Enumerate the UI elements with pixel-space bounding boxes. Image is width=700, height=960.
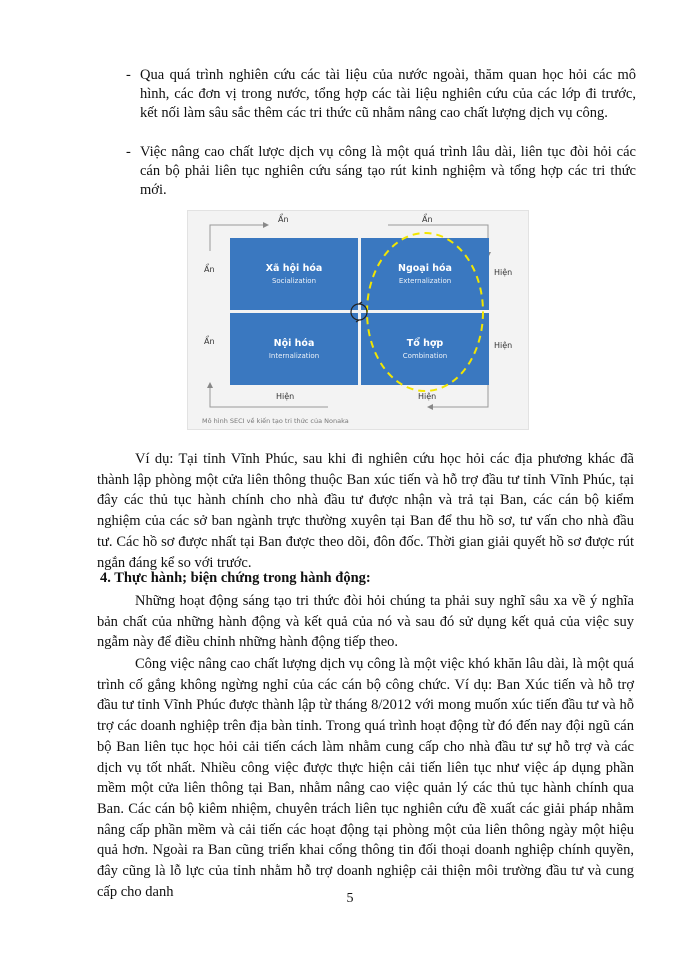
quadrant-subtitle: Combination	[402, 352, 448, 360]
quadrant-title: Tổ hợp	[406, 338, 444, 349]
bullet-item	[126, 66, 636, 123]
label-right-upper: Hiện	[494, 268, 513, 277]
example-paragraph: Ví dụ: Tại tỉnh Vĩnh Phúc, sau khi đi nghiên cứu học hỏi các địa phương khác đã thành lập phòng một cửa liên thông thuộc Ban xúc tiến và hỗ trợ đầu tư tỉnh Vĩnh Phúc, tại đây các thủ tục hành chính cho nhà đầu tư được nhận và trả tại Ban, các cán bộ kiểm nghiệm của các sở ban ngành trực thường xuyên tại Ban để thu hồ sơ, tư vấn cho nhà đầu tư. Các hồ sơ được nhất tại Ban được theo dõi, đôn đốc. Thời gian giải quyết hồ sơ được rút ngắn đáng kể so với trước.	[97, 451, 634, 571]
bullet-text: Qua quá trình nghiên cứu các tài liệu của nước ngoài, thăm quan học hỏi các mô hình, các đơn vị trong nước, tổng hợp các tài liệu nghiên cứu của các lớp đi trước, kết nối làm sâu sắc thêm các tri thức cũ nhằm nâng cao chất lượng dịch vụ công.	[140, 67, 636, 121]
body-paragraph: Những hoạt động sáng tạo tri thức đòi hỏi chúng ta phải suy nghĩ sâu xa về ý nghĩa bản chất của những hành động và kết quả của nó và sau đó sử dụng kết quả của việc suy ngẫm này để điều chỉnh những hành động tiếp theo.	[97, 593, 634, 651]
center-cycle-icon	[351, 304, 367, 320]
label-left-lower: Ẩn	[204, 337, 215, 346]
seci-model-figure	[187, 210, 529, 430]
figure-caption: Mô hình SECI về kiến tạo tri thức của Nonaka	[202, 417, 349, 425]
section-heading: 4. Thực hành; biện chứng trong hành động:	[100, 570, 371, 586]
quadrant-title: Xã hội hóa	[265, 263, 323, 274]
bullet-dash: -	[126, 144, 131, 160]
quadrant-subtitle: Socialization	[271, 277, 317, 285]
quadrant-subtitle: Internalization	[268, 352, 320, 360]
bullet-text: Việc nâng cao chất lược dịch vụ công là một quá trình lâu dài, liên tục đòi hỏi các cán bộ phải liên tục nghiên cứu sáng tạo rút kinh nghiệm và tổng hợp các tri thức mới.	[140, 144, 636, 198]
bullet-dash: -	[126, 67, 131, 83]
figure-highlight	[188, 211, 528, 429]
label-left-upper: Ẩn	[204, 265, 215, 274]
label-top-right: Ẩn	[422, 215, 433, 224]
label-bottom-left: Hiện	[276, 392, 295, 401]
label-bottom-right: Hiện	[418, 392, 437, 401]
page-number: 5	[346, 891, 354, 906]
dashed-ellipse	[367, 233, 483, 391]
quadrant-subtitle: Externalization	[398, 277, 452, 285]
bullet-item	[126, 143, 636, 200]
label-right-lower: Hiện	[494, 341, 513, 350]
quadrant-title: Nội hóa	[273, 338, 315, 349]
label-top-left: Ẩn	[278, 215, 289, 224]
body-paragraph: Công việc nâng cao chất lượng dịch vụ công là một việc khó khăn lâu dài, là một quá trình cố gắng không ngừng nghỉ của các cán bộ công chức. Ví dụ: Ban Xúc tiến và hỗ trợ đầu tư tỉnh Vĩnh Phúc được thành lập từ tháng 8/2012 với mong muốn xúc tiến đầu tư và hỗ trợ các doanh nghiệp trên địa bàn tỉnh. Trong quá trình hoạt động từ đó đến nay đội ngũ cán bộ Ban liên tục học hỏi cải tiến cách làm nhằm cung cấp cho nhà đầu tư sự hỗ trợ và các dịch vụ tốt nhất. Nhiều công việc được thực hiện cải tiến liên tục như việc áp dụng phần mềm một cửa liên thông tại Ban, nhằm nâng cao việc quản lý các thủ tục hành chính qua Ban. Các cán bộ kiêm nhiệm, chuyên trách liên tục nghiên cứu đề xuất các giải pháp nhằm nâng cấp phần mềm và cải tiến các hoạt động tại phòng một của liên thông ngày một hiệu quả hơn. Ngoài ra Ban cũng triển khai cổng thông tin đối thoại doanh nghiệp chính quyền, đây cũng là lỗ lực của tỉnh nhằm hỗ trợ doanh nghiệp cải thiện môi trường đầu tư và cung cấp cho danh	[97, 656, 634, 900]
quadrant-title: Ngoại hóa	[398, 263, 452, 274]
